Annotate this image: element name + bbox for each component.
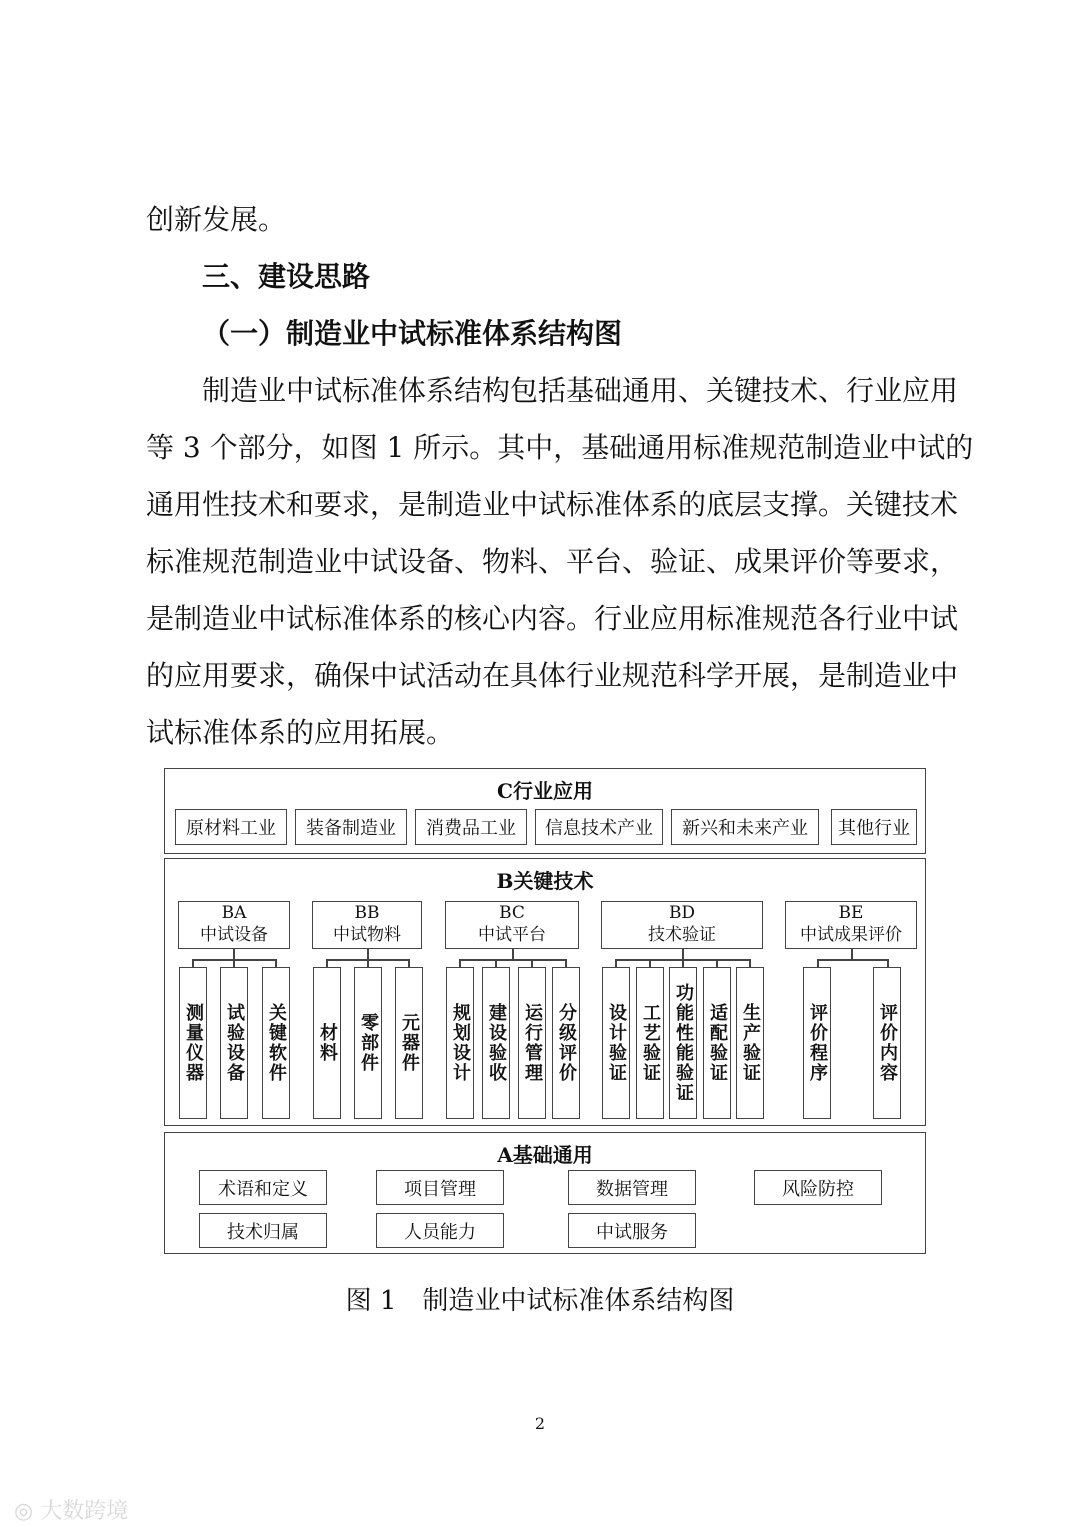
paragraph-line: 等 3 个部分，如图 1 所示。其中，基础通用标准规范制造业中试的: [146, 431, 974, 464]
paragraph-line: 制造业中试标准体系结构包括基础通用、关键技术、行业应用: [202, 374, 959, 407]
figure-caption: 图 1 制造业中试标准体系结构图: [345, 1286, 735, 1316]
item-box: [873, 967, 901, 1119]
item-label: 设计验证: [606, 1003, 627, 1083]
item-box: [736, 967, 764, 1119]
item-label: 材料: [317, 1023, 338, 1063]
category-name: 中试平台: [478, 925, 546, 945]
item-box: [803, 967, 831, 1119]
c-item-box: 其他行业: [831, 809, 917, 845]
item-label: 规划设计: [450, 1003, 471, 1083]
category-bc: [445, 901, 579, 949]
item-label: 功能性能验证: [673, 983, 694, 1103]
item-box: [552, 967, 580, 1119]
c-item-box: 装备制造业: [295, 809, 407, 845]
watermark-text: 大数跨境: [40, 1499, 129, 1524]
item-box: [482, 967, 510, 1119]
item-box: [602, 967, 630, 1119]
category-be: [785, 901, 917, 949]
paragraph-line: 通用性技术和要求，是制造业中试标准体系的底层支撑。关键技术: [146, 488, 959, 521]
paragraph-line: 试标准体系的应用拓展。: [146, 716, 455, 749]
c-item-box: 消费品工业: [415, 809, 527, 845]
category-bd: [601, 901, 763, 949]
item-label: 分级评价: [556, 1003, 577, 1083]
subsection-title: （一）制造业中试标准体系结构图: [202, 317, 623, 350]
category-code: BE: [838, 903, 864, 923]
panel-title: B关键技术: [496, 869, 594, 893]
item-box: [446, 967, 474, 1119]
category-ba: [178, 901, 290, 949]
item-box: [262, 967, 290, 1119]
category-name: 技术验证: [648, 925, 716, 945]
item-label: 适配验证: [707, 1003, 728, 1083]
item-box: [220, 967, 248, 1119]
c-item-box: 新兴和未来产业: [671, 809, 819, 845]
category-code: BC: [499, 903, 525, 923]
category-name: 中试物料: [333, 925, 401, 945]
category-code: BA: [221, 903, 247, 923]
item-box: [179, 967, 207, 1119]
item-label: 关键软件: [266, 1003, 287, 1083]
item-label: 生产验证: [740, 1003, 761, 1083]
item-label: 建设验收: [486, 1003, 507, 1083]
a-item-box: 项目管理: [376, 1170, 504, 1205]
paragraph-line: 是制造业中试标准体系的核心内容。行业应用标准规范各行业中试: [146, 602, 959, 635]
watermark-icon: ◎: [14, 1499, 34, 1524]
item-box: [636, 967, 664, 1119]
item-label: 工艺验证: [640, 1003, 661, 1083]
panel-a-basic-general: [164, 1132, 926, 1254]
a-item-box: 人员能力: [376, 1213, 504, 1248]
item-box: [669, 967, 697, 1119]
a-item-box: 数据管理: [568, 1170, 696, 1205]
item-box: [354, 967, 382, 1119]
a-item-box: 术语和定义: [199, 1170, 327, 1205]
panel-title: A基础通用: [497, 1143, 593, 1167]
page-number: 2: [534, 1414, 546, 1433]
category-code: BB: [354, 903, 380, 923]
a-item-box: 中试服务: [568, 1213, 696, 1248]
panel-title: C行业应用: [497, 779, 593, 803]
category-name: 中试设备: [200, 925, 268, 945]
category-name: 中试成果评价: [800, 925, 902, 945]
category-bb: [312, 901, 422, 949]
item-box: [313, 967, 341, 1119]
item-box: [518, 967, 546, 1119]
panel-c-industry-application: [164, 768, 926, 854]
category-code: BD: [668, 903, 696, 923]
c-item-box: 原材料工业: [175, 809, 287, 845]
text-line: 创新发展。: [146, 203, 287, 236]
a-item-box: 风险防控: [754, 1170, 882, 1205]
a-item-box: 技术归属: [199, 1213, 327, 1248]
paragraph-line: 的应用要求，确保中试活动在具体行业规范科学开展，是制造业中: [146, 659, 959, 692]
item-box: [703, 967, 731, 1119]
panel-b-key-technology: [164, 858, 926, 1126]
item-box: [395, 967, 423, 1119]
section-title: 三、建设思路: [202, 260, 371, 293]
item-label: 评价程序: [807, 1003, 828, 1083]
item-label: 运行管理: [522, 1003, 543, 1083]
item-label: 零部件: [358, 1013, 379, 1073]
paragraph-line: 标准规范制造业中试设备、物料、平台、验证、成果评价等要求，: [146, 545, 959, 578]
item-label: 试验设备: [224, 1003, 245, 1083]
c-item-box: 信息技术产业: [535, 809, 663, 845]
item-label: 测量仪器: [183, 1003, 204, 1083]
watermark: [14, 1494, 128, 1525]
item-label: 元器件: [399, 1013, 420, 1073]
item-label: 评价内容: [877, 1003, 898, 1083]
